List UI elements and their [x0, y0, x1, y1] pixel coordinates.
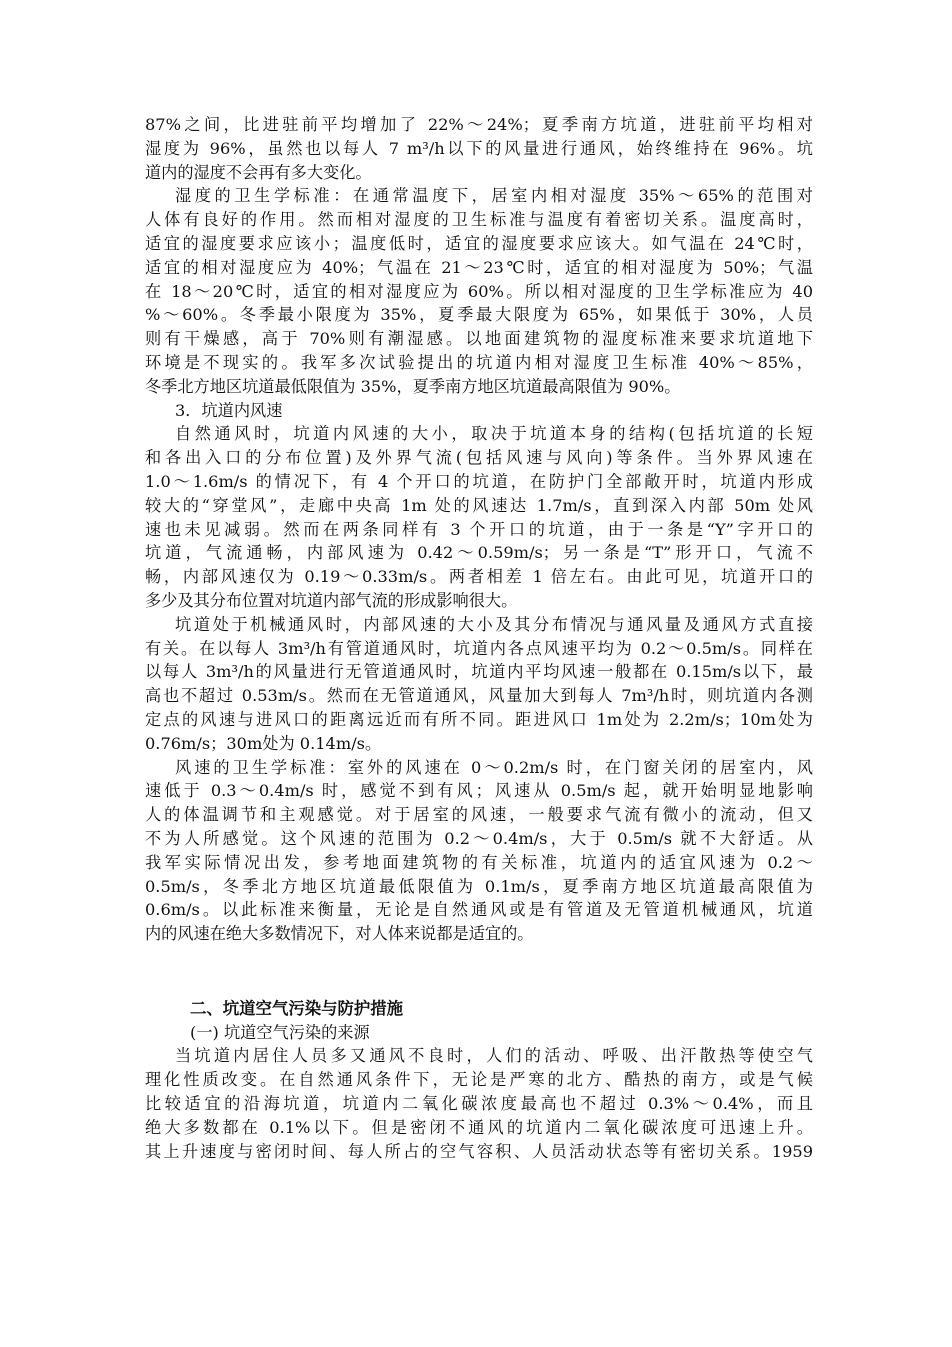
- text-line: 人体有良好的作用。然而相对湿度的卫生标准与温度有着密切关系。温度高时，: [145, 210, 813, 230]
- section-heading: 二、坑道空气污染与防护措施: [190, 998, 404, 1018]
- section-air-pollution: [145, 997, 813, 1164]
- text-line: 冬季北方地区坑道最低限值为 35%，夏季南方地区坑道最高限值为 90%。: [145, 376, 681, 396]
- text-line: 当坑道内居住人员多又通风不良时，人们的活动、呼吸、出汗散热等使空气: [175, 1046, 813, 1066]
- text-line: 比较适宜的沿海坑道，坑道内二氧化碳浓度最高也不超过 0.3%～0.4%，而且: [145, 1094, 813, 1114]
- text-line: 速低于 0.3～0.4m/s 时，感觉不到有风；风速从 0.5m/s 起，就开始明显地影响: [145, 781, 813, 801]
- text-line: 其上升速度与密闭时间、每人所占的空气容积、人员活动状态等有密切关系。1959: [145, 1141, 813, 1161]
- text-line: 有关。在以每人 3m³/h有管道通风时，坑道内各点风速平均为 0.2～0.5m/s。同样在: [145, 638, 813, 658]
- text-line: 我军实际情况出发，参考地面建筑物的有关标准，坑道内的适宜风速为 0.2～: [145, 852, 813, 872]
- document-page: [145, 113, 813, 1163]
- section-subheading: (一) 坑道空气污染的来源: [190, 1022, 370, 1042]
- text-line: 环境是不现实的。我军多次试验提出的坑道内相对湿度卫生标准 40%～85%，: [145, 352, 813, 372]
- text-line: %～60%。冬季最小限度为 35%，夏季最大限度为 65%，如果低于 30%，人员: [145, 305, 813, 325]
- paragraph-humidity-standard: [145, 184, 813, 398]
- text-line: 速也未见减弱。然而在两条同样有 3 个开口的坑道，由于一条是“Y”字开口的: [145, 519, 813, 539]
- text-line: 自然通风时，坑道内风速的大小，取决于坑道本身的结构(包括坑道的长短: [175, 424, 813, 444]
- text-line: 不为人所感觉。这个风速的范围为 0.2～0.4m/s，大于 0.5m/s 就不大舒适。从: [145, 828, 813, 848]
- text-line: 3．坑道内风速: [175, 400, 283, 420]
- text-line: 和各出入口的分布位置)及外界气流(包括风速与风向)等条件。当外界风速在: [145, 448, 813, 468]
- paragraph-humidity-end: [145, 113, 813, 184]
- text-line: 在 18～20℃时，适宜的相对湿度应为 60%。所以相对湿度的卫生学标准应为 40: [145, 281, 813, 301]
- text-line: 适宜的相对湿度应为 40%；气温在 21～23℃时，适宜的相对湿度为 50%；气温: [145, 257, 813, 277]
- text-line: 定点的风速与进风口的距离远近而有所不同。距进风口 1m处为 2.2m/s；10m处为: [145, 709, 813, 729]
- paragraph-wind-standard: [145, 756, 813, 946]
- text-line: 1.0～1.6m/s 的情况下，有 4 个开口的坑道，在防护门全部敞开时，坑道内形成: [145, 471, 813, 491]
- text-line: 87%之间，比进驻前平均增加了 22%～24%；夏季南方坑道，进驻前平均相对: [145, 115, 813, 134]
- text-line: 绝大多数都在 0.1%以下。但是密闭不通风的坑道内二氧化碳浓度可迅速上升。: [145, 1117, 813, 1137]
- subsection-title-wind-speed: [145, 399, 813, 423]
- text-line: 以每人 3m³/h的风量进行无管道通风时，坑道内平均风速一般都在 0.15m/s以下，最: [145, 662, 813, 682]
- section-spacer: [145, 946, 813, 997]
- text-line: 适宜的湿度要求应该小；温度低时，适宜的湿度要求应该大。如气温在 24℃时，: [145, 233, 813, 253]
- text-line: 较大的“穿堂风”，走廊中央高 1m 处的风速达 1.7m/s，直到深入内部 50m 处风: [145, 495, 813, 515]
- text-line: 高也不超过 0.53m/s。然而在无管道通风，风量加大到每人 7m³/h时，则坑道内各测: [145, 686, 813, 706]
- text-line: 畅，内部风速仅为 0.19～0.33m/s。两者相差 1 倍左右。由此可见，坑道开口的: [145, 567, 813, 587]
- text-line: 0.5m/s，冬季北方地区坑道最低限值为 0.1m/s，夏季南方地区坑道最高限值为: [145, 876, 813, 896]
- text-line: 坑道，气流通畅，内部风速为 0.42～0.59m/s；另一条是“T”形开口，气流不: [145, 543, 813, 563]
- text-line: 理化性质改变。在自然通风条件下，无论是严寒的北方、酷热的南方，或是气候: [145, 1070, 813, 1090]
- text-line: 湿度为 96%，虽然也以每人 7 m³/h以下的风量进行通风，始终维持在 96%。坑: [145, 138, 813, 158]
- text-line: 0.6m/s。以此标准来衡量，无论是自然通风或是有管道及无管道机械通风，坑道: [145, 900, 813, 920]
- text-line: 湿度的卫生学标准：在通常温度下，居室内相对湿度 35%～65%的范围对: [175, 186, 813, 206]
- text-line: 内的风速在绝大多数情况下，对人体来说都是适宜的。: [145, 924, 534, 944]
- paragraph-natural-ventilation: [145, 422, 813, 612]
- text-line: 0.76m/s；30m处为 0.14m/s。: [145, 733, 382, 753]
- text-line: 人的体温调节和主观感觉。对于居室的风速，一般要求气流有微小的流动，但又: [145, 805, 813, 825]
- text-line: 风速的卫生学标准：室外的风速在 0～0.2m/s 时，在门窗关闭的居室内，风: [175, 757, 813, 777]
- text-line: 则有干燥感，高于 70%则有潮湿感。以地面建筑物的湿度标准来要求坑道地下: [145, 329, 813, 349]
- text-line: 坑道处于机械通风时，内部风速的大小及其分布情况与通风量及通风方式直接: [175, 614, 813, 634]
- paragraph-pollution-source: [145, 1044, 813, 1163]
- paragraph-mechanical-ventilation: [145, 613, 813, 756]
- text-line: 多少及其分布位置对坑道内部气流的形成影响很大。: [145, 590, 518, 610]
- text-line: 道内的湿度不会再有多大变化。: [145, 162, 372, 182]
